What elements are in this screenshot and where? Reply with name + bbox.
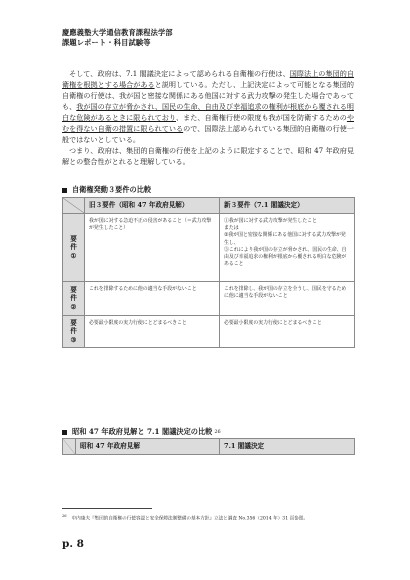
header-university: 慶應義塾大学通信教育課程法学部 <box>62 28 173 37</box>
underlined-phrase: 国際法上の集団的自衛権を根拠とする場合がある <box>62 69 354 89</box>
new-requirement-2: これを排除し、我が国の存立を全うし、国民を守るために他に適当な手段がないこと <box>220 282 355 316</box>
section-title-requirements: 自衛権発動３要件の比較 <box>62 185 151 195</box>
comparison-table <box>62 438 355 455</box>
old-requirement-2: これを排除するために他の適当な手段がないこと <box>85 282 220 316</box>
new-requirement-3: 必要最小限度の実力行使にとどまるべきこと <box>220 316 355 348</box>
underlined-phrase: 我が国の存立が脅かされ、国民の生命、自由及び幸福追求の権利が根底から覆される明白な危険があるときに限られており <box>62 102 354 122</box>
column-header-old: 旧３要件（昭和 47 年政府見解） <box>85 198 220 214</box>
requirements-comparison-table <box>62 197 355 348</box>
square-bullet-icon <box>62 430 67 435</box>
body-text <box>62 68 354 167</box>
diagonal-header-cell <box>63 198 85 214</box>
row-label-2: 要 件 ② <box>63 282 85 316</box>
footnote-reference: 26 <box>214 429 221 435</box>
footnote-divider <box>62 508 152 509</box>
diagonal-line-icon <box>63 198 84 213</box>
square-bullet-icon <box>62 188 67 193</box>
column-header-old: 昭和 47 年政府見解 <box>76 439 220 455</box>
column-header-new: 7.1 閣議決定 <box>220 439 355 455</box>
table-header-row <box>63 439 355 455</box>
old-requirement-3: 必要最小限度の実力行使にとどまるべきこと <box>85 316 220 348</box>
footnote <box>62 513 354 523</box>
diagonal-line-icon <box>63 439 75 454</box>
column-header-new: 新３要件（7.1 閣議決定） <box>220 198 355 214</box>
page-number: p. 8 <box>62 538 84 550</box>
footnote-text: 中内康夫『集団的自衛権の行使容認と安全保障法制整備の基本方針』立法と調査 No.356（2014 年）31 頁参照。 <box>71 516 308 522</box>
table-header-row <box>63 198 355 214</box>
new-requirement-1: ①我が国に対する武力攻撃が発生したこと または ②我が国と密接な関係にある他国に対する武力攻撃が発生し、 ③これにより我が国の存立が脅かされ、国民の生命、自由及び幸福追求の権利が根底から覆される明白な危険があること <box>220 214 355 282</box>
underlined-phrase: やむを得ない自衛の措置に限られている <box>62 113 355 133</box>
table-row <box>63 214 355 282</box>
row-label-3: 要 件 ③ <box>63 316 85 348</box>
paragraph-2: つまり、政府は、集団的自衛権の行使を上記のように限定することで、昭和 47 年政府見解との整合性がとれると理解している。 <box>62 146 354 166</box>
row-label-1: 要 件 ① <box>63 214 85 282</box>
header-course: 課題レポート・科目試験等 <box>62 38 151 47</box>
footnote-number: 26 <box>62 514 67 518</box>
table-row <box>63 282 355 316</box>
old-requirement-1: 我が国に対する急迫不正の侵害があること（＝武力攻撃が発生したこと） <box>85 214 220 282</box>
table-row <box>63 316 355 348</box>
diagonal-header-cell <box>63 439 76 455</box>
paragraph-1: そして、政府は、7.1 閣議決定によって認められる自衛権の行使は、国際法上の集団的自衛権を根拠とする場合があると説明している。ただし、上記決定によって可能となる集団的自衛権の行使は、我が国と密接な関係にある他国に対する武力攻撃の発生した場合であっても、我が国の存立が脅かされ、国民の生命、自由及び幸福追求の権利が根底から覆される明白な危険があるときに限られており、また、自衛権行使の限度も我が国を防衛するためのやむを得ない自衛の措置に限られているので、国際法上認められている集団的自衛権の行使一般ではないとしている。 <box>62 69 355 144</box>
section-title-comparison: 昭和 47 年政府見解と 7.1 閣議決定の比較 26 <box>62 427 221 437</box>
document-header <box>62 28 352 48</box>
